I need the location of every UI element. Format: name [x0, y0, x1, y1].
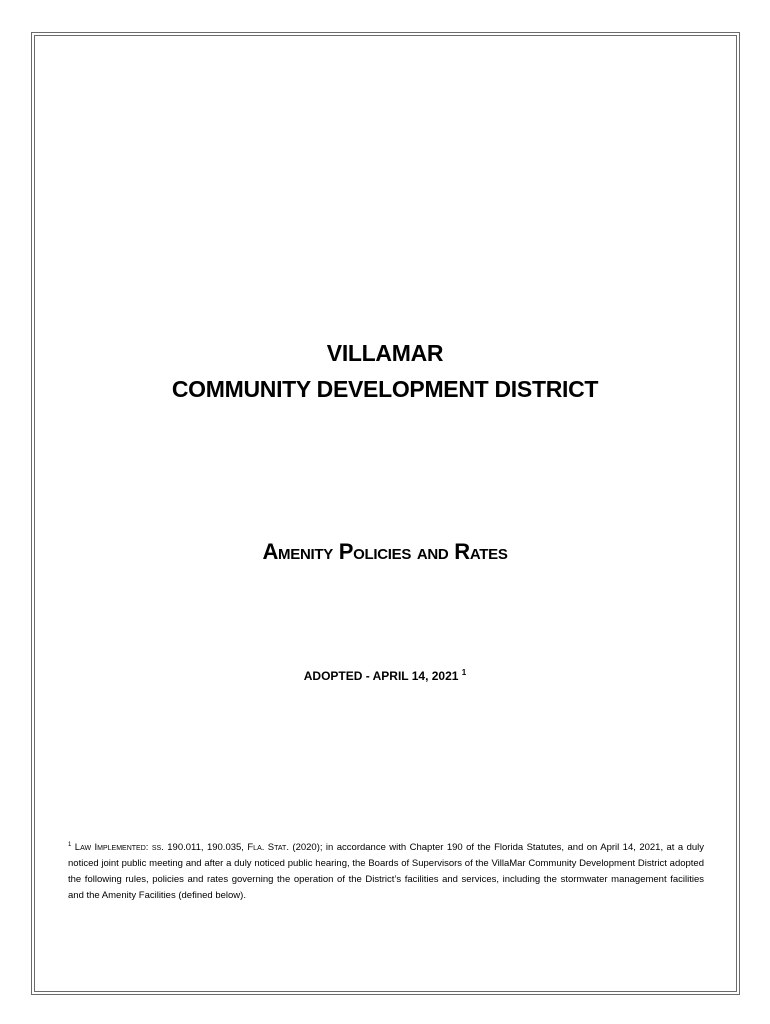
footnote-body: (2020); in accordance with Chapter 190 of the Florida Statutes, and on April 14, 2021, at a duly noticed joint public meeting and after a duly noticed public hearing, the Boards of Supervisors of the VillaMar Community Development District adopted the following rules, policies and rates governing the operation of the District’s facilities and services, including the stormwater management facilities and the Amenity Facilities (defined below). — [68, 842, 705, 901]
footnote-statute-label: Fla. Stat. — [247, 842, 289, 853]
footnote-law-refs: ss. 190.011, 190.035, — [151, 842, 244, 853]
adoption-date — [0, 667, 770, 685]
adoption-date-text: ADOPTED - APRIL 14, 2021 — [303, 669, 459, 683]
footnote-number: 1 — [68, 841, 72, 848]
footnote-reference: 1 — [461, 668, 467, 677]
footnote — [68, 840, 704, 904]
document-title-line-1: VILLAMAR — [326, 340, 444, 366]
document-subtitle: Amenity Policies and Rates — [262, 539, 508, 564]
document-title-line-2: COMMUNITY DEVELOPMENT DISTRICT — [171, 376, 599, 402]
footnote-law-label: Law Implemented: — [74, 842, 149, 853]
